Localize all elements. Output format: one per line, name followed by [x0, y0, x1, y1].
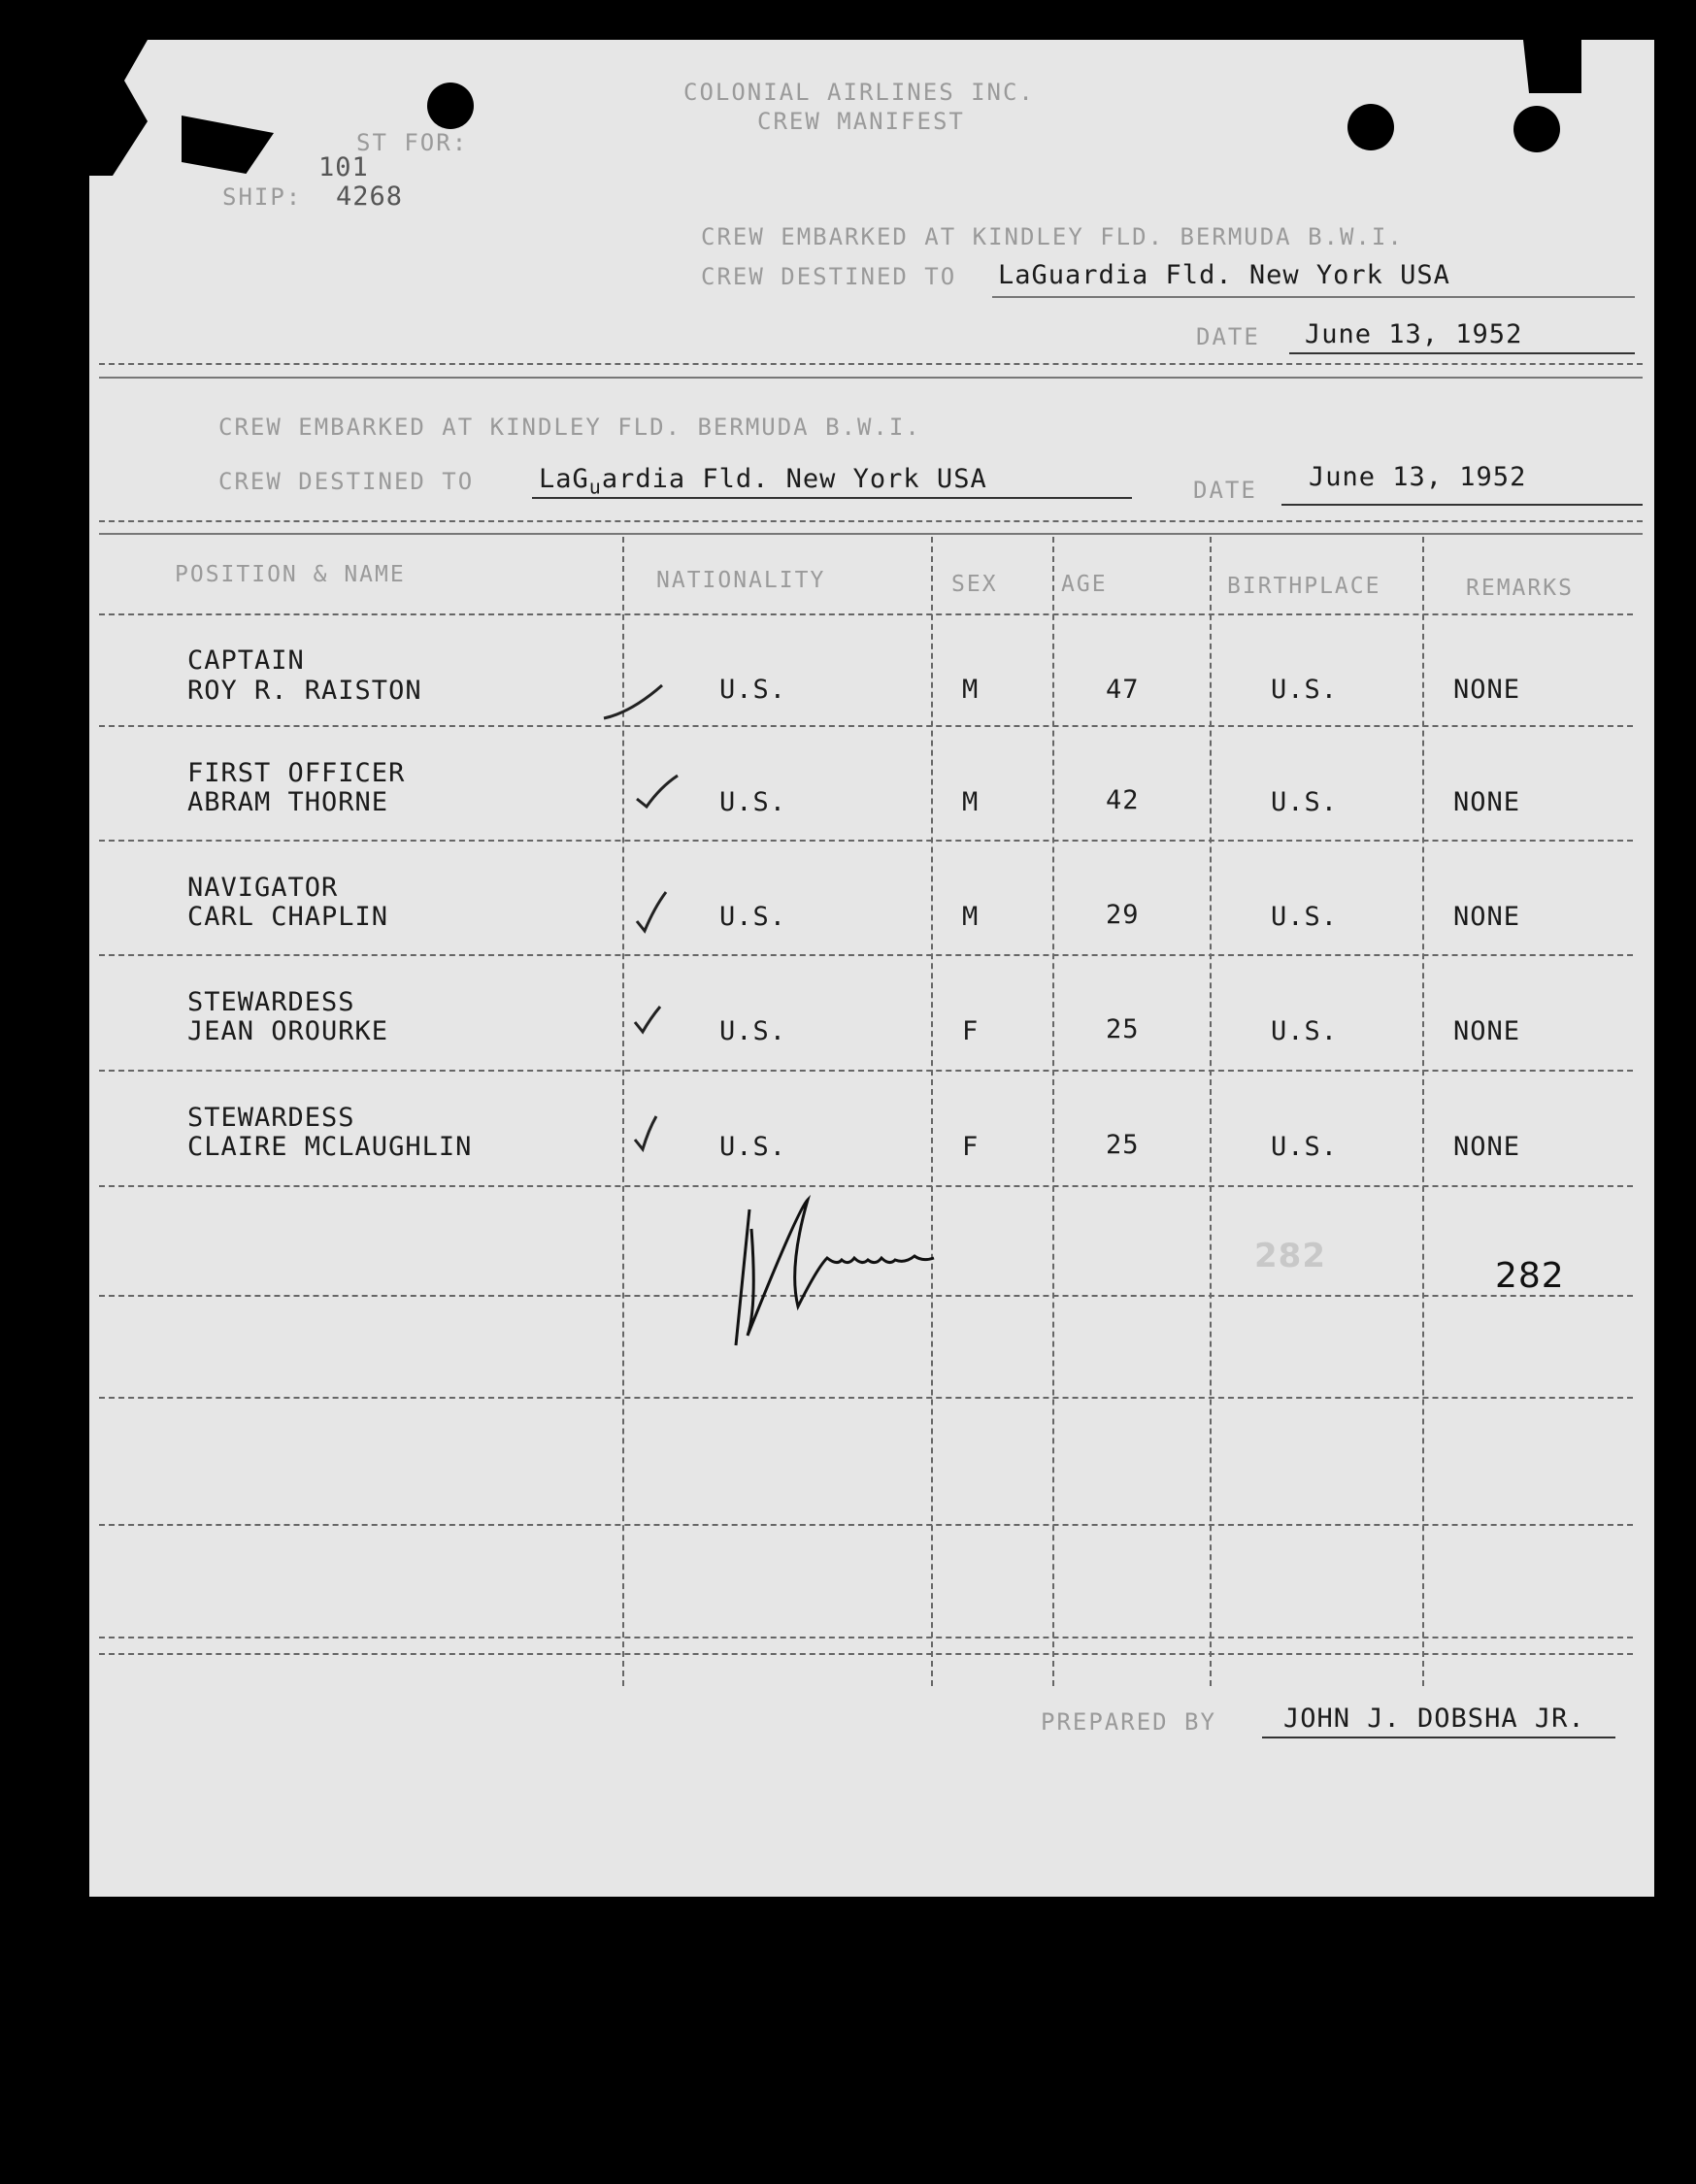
nationality: U.S. [719, 902, 787, 932]
position: CAPTAIN [187, 645, 305, 676]
sex: M [962, 902, 980, 932]
destination: LaGuardia Fld. New York USA [998, 260, 1450, 290]
signature [730, 1190, 1002, 1404]
destined-label-2: CREW DESTINED TO [218, 468, 475, 495]
header-sex: SEX [951, 572, 998, 597]
crew-name: CARL CHAPLIN [187, 902, 389, 932]
position: STEWARDESS [187, 1103, 355, 1133]
age: 42 [1106, 785, 1140, 815]
prepared-underline [1262, 1737, 1615, 1738]
check-mark-icon [602, 676, 680, 724]
manifest-page [89, 40, 1654, 1897]
crew-name: ROY R. RAISTON [187, 676, 422, 706]
sex: M [962, 787, 980, 817]
torn-corner [89, 40, 148, 176]
separator [992, 296, 1635, 298]
position: FIRST OFFICER [187, 758, 406, 788]
separator [99, 533, 1643, 535]
stamp-number: 282 [1495, 1256, 1565, 1296]
destination-underline [532, 497, 1132, 499]
embarked-label: CREW EMBARKED AT KINDLEY FLD. BERMUDA B.W.I. [701, 223, 1404, 250]
birthplace: U.S. [1271, 902, 1339, 932]
age: 29 [1106, 900, 1140, 930]
header-birthplace: BIRTHPLACE [1227, 574, 1381, 599]
check-mark-icon [633, 1110, 682, 1159]
row-rule [99, 725, 1633, 727]
header-rule [99, 613, 1633, 615]
date-2-underline [1281, 504, 1643, 506]
destination-2-sub: u [588, 475, 602, 499]
sex: M [962, 675, 980, 705]
column-rule [1422, 537, 1424, 1686]
column-rule [1210, 537, 1212, 1686]
birthplace: U.S. [1271, 1132, 1339, 1162]
prepared-label: PREPARED BY [1041, 1708, 1216, 1736]
punch-hole [1347, 104, 1394, 150]
separator [99, 363, 1643, 365]
crew-name: ABRAM THORNE [187, 787, 389, 817]
birthplace: U.S. [1271, 675, 1339, 705]
nationality: U.S. [719, 787, 787, 817]
remarks: NONE [1453, 1016, 1521, 1046]
header-position-name: POSITION & NAME [175, 562, 406, 587]
remarks: NONE [1453, 902, 1521, 932]
sex: F [962, 1132, 980, 1162]
row-rule [99, 1524, 1633, 1526]
crew-name: CLAIRE MCLAUGHLIN [187, 1132, 473, 1162]
age: 47 [1106, 675, 1140, 705]
date-label-2: DATE [1193, 477, 1257, 504]
age: 25 [1106, 1014, 1140, 1044]
row-rule [99, 840, 1633, 842]
nationality: U.S. [719, 1016, 787, 1046]
check-mark-icon [633, 882, 691, 941]
crew-name: JEAN OROURKE [187, 1016, 389, 1046]
date-2: June 13, 1952 [1309, 462, 1527, 492]
prepared-by: JOHN J. DOBSHA JR. [1283, 1704, 1585, 1734]
remarks: NONE [1453, 1132, 1521, 1162]
ship-number: 4268 [336, 182, 404, 212]
sex: F [962, 1016, 980, 1046]
birthplace: U.S. [1271, 787, 1339, 817]
destination-2-part2: ardia Fld. New York USA [601, 464, 987, 494]
row-rule [99, 1185, 1633, 1187]
company-name: COLONIAL AIRLINES INC. [683, 79, 1035, 106]
row-rule [99, 1637, 1633, 1638]
header-remarks: REMARKS [1466, 576, 1574, 601]
separator [99, 520, 1643, 522]
row-rule [99, 1653, 1633, 1655]
position: NAVIGATOR [187, 873, 339, 903]
manifest-for-label: ST FOR: [356, 129, 469, 156]
column-rule [931, 537, 933, 1686]
punch-hole [427, 83, 474, 129]
date: June 13, 1952 [1305, 319, 1523, 349]
header-age: AGE [1061, 572, 1108, 597]
torn-corner-top-right [1523, 40, 1581, 93]
nationality: U.S. [719, 1132, 787, 1162]
check-mark-icon [633, 1003, 682, 1042]
column-rule [1052, 537, 1054, 1686]
age: 25 [1106, 1130, 1140, 1160]
row-rule [99, 1070, 1633, 1072]
destination-2 [539, 464, 987, 499]
header-nationality: NATIONALITY [656, 568, 826, 593]
destination-2-part1: LaG [539, 464, 589, 494]
date-underline [1289, 352, 1635, 354]
flight-number: 101 [318, 152, 369, 182]
torn-corner-flap [182, 116, 274, 174]
separator [99, 377, 1643, 379]
stamp-faint: 282 [1254, 1237, 1326, 1275]
remarks: NONE [1453, 787, 1521, 817]
date-label: DATE [1196, 323, 1260, 350]
row-rule [99, 954, 1633, 956]
nationality: U.S. [719, 675, 787, 705]
position: STEWARDESS [187, 987, 355, 1017]
embarked-label-2: CREW EMBARKED AT KINDLEY FLD. BERMUDA B.W.I. [218, 414, 921, 441]
punch-hole [1513, 106, 1560, 152]
remarks: NONE [1453, 675, 1521, 705]
birthplace: U.S. [1271, 1016, 1339, 1046]
check-mark-icon [633, 770, 691, 818]
form-title: CREW MANIFEST [757, 108, 965, 135]
destined-label: CREW DESTINED TO [701, 263, 957, 290]
ship-label: SHIP: [222, 183, 303, 211]
